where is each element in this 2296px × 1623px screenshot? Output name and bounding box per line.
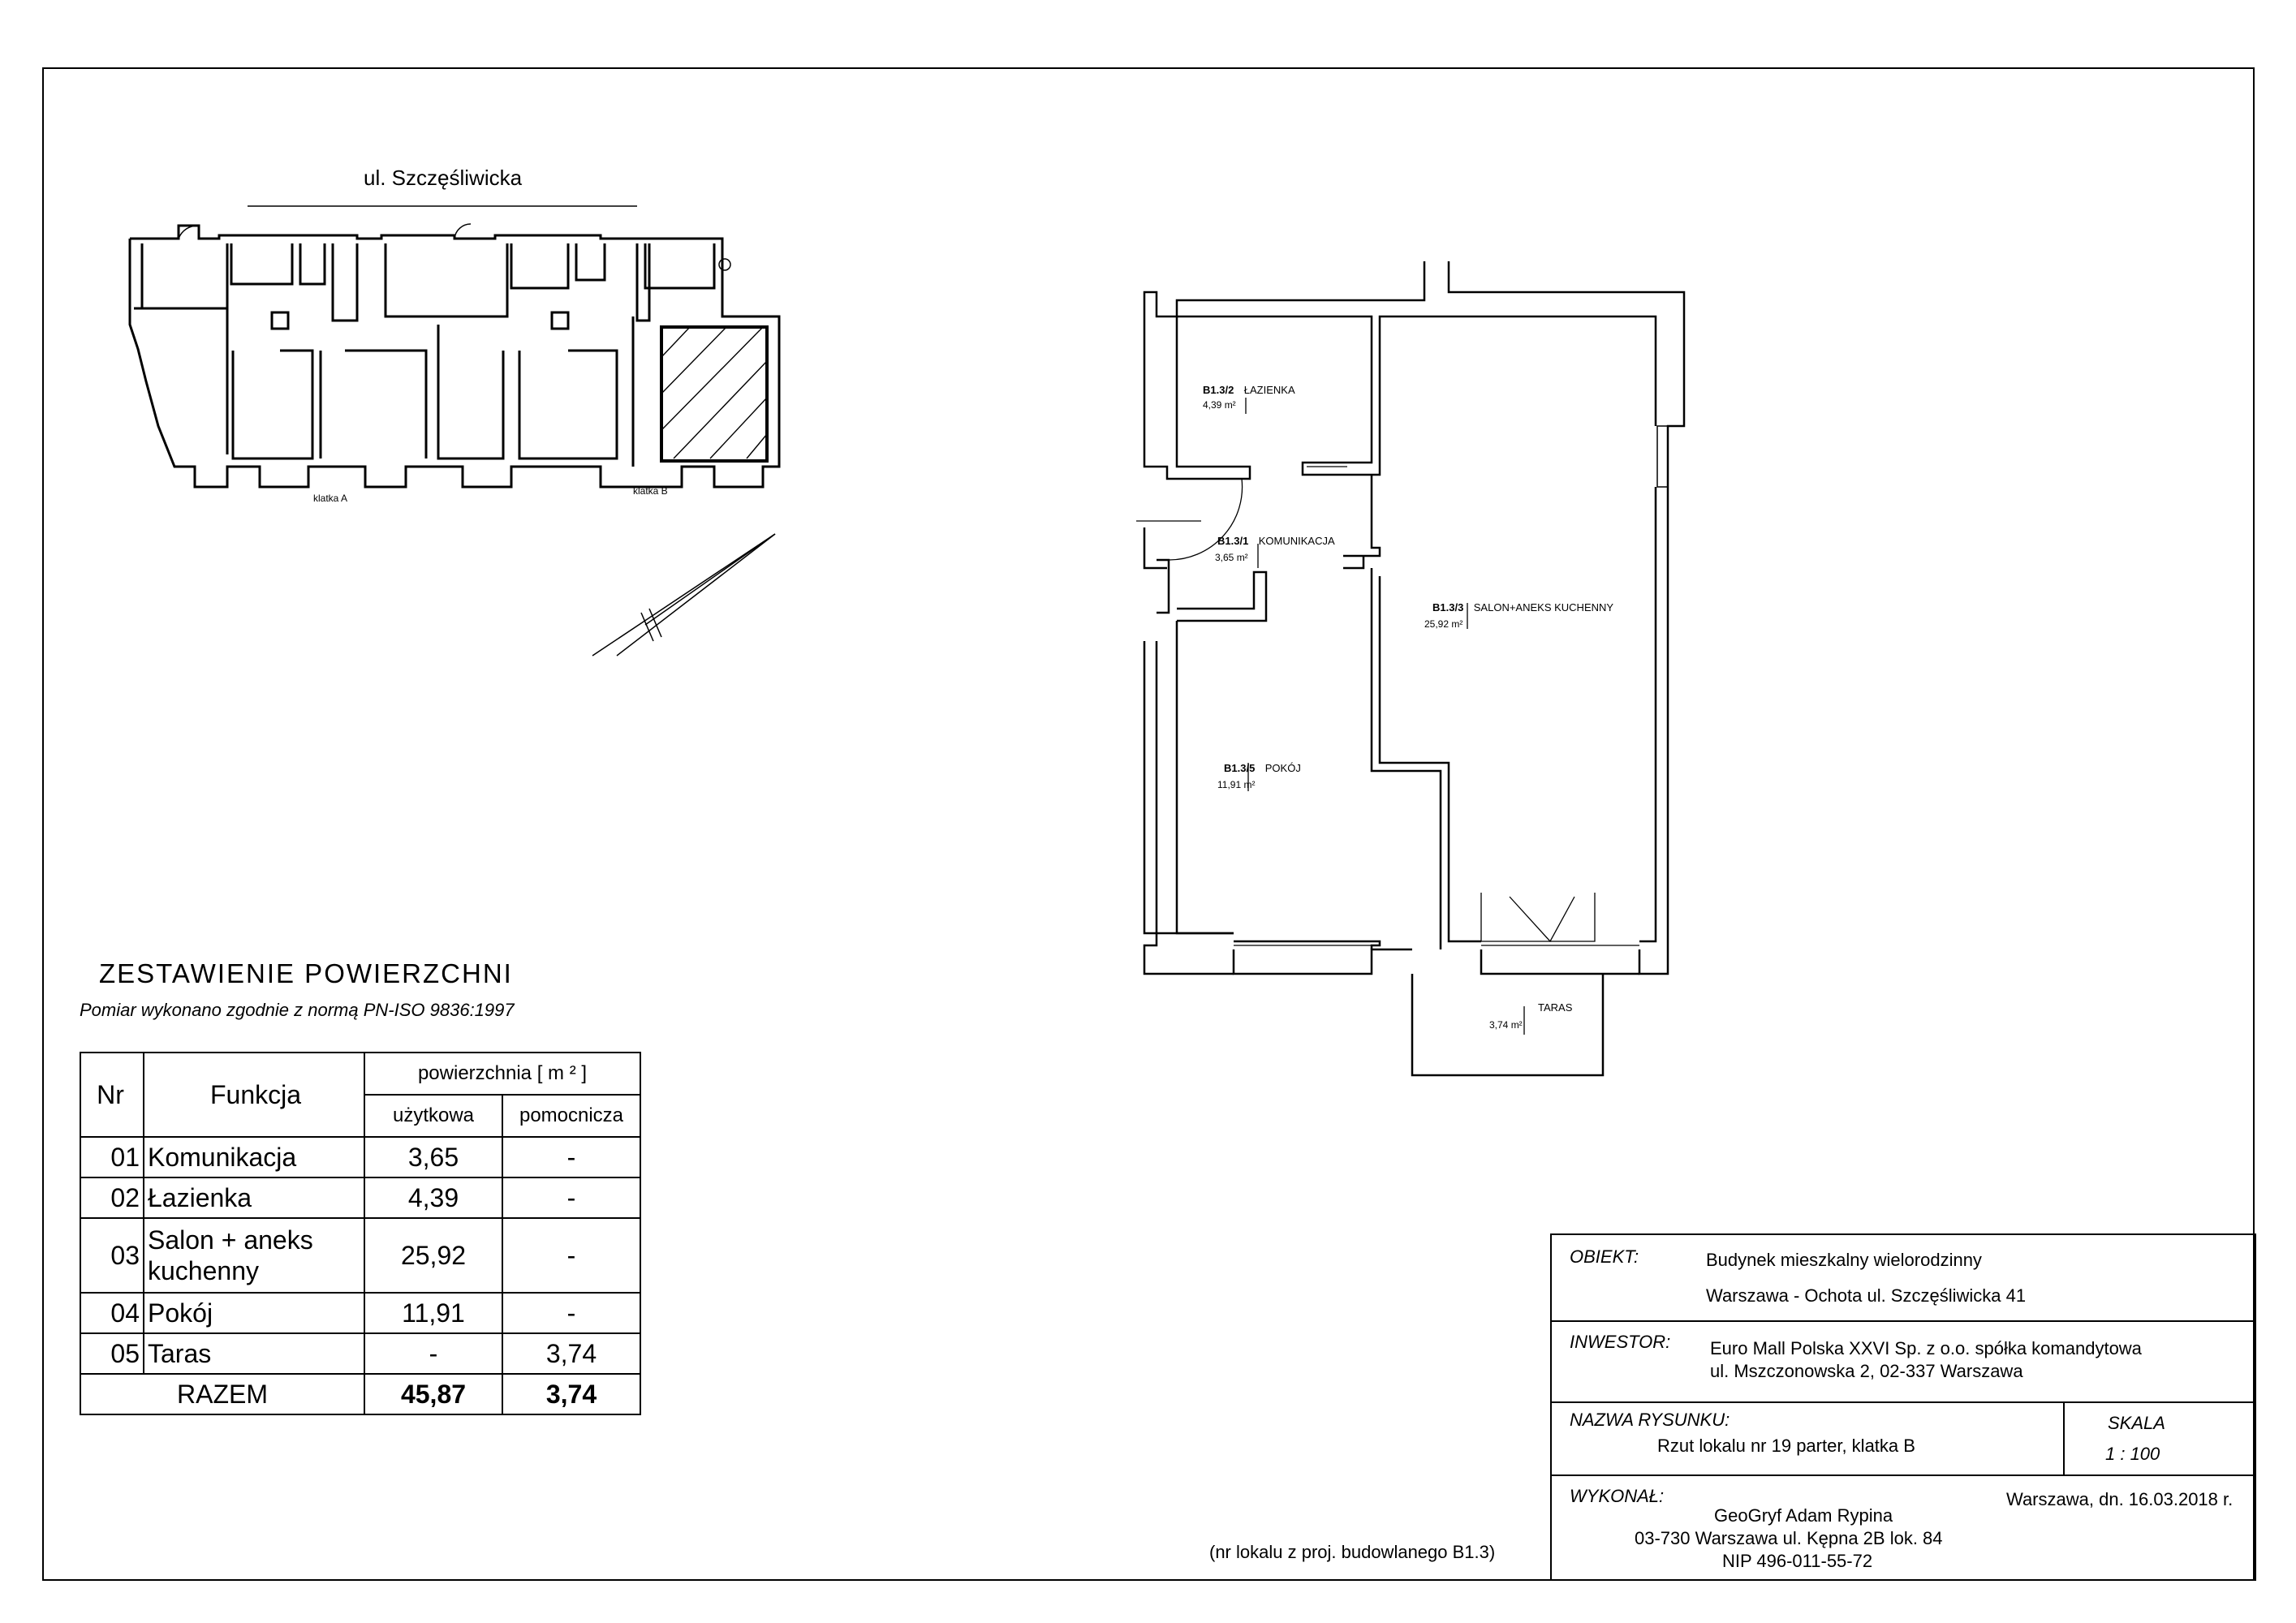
title-block-author: WYKONAŁ: Warszawa, dn. 16.03.2018 r. GeoGryf Adam Rypina 03-730 Warszawa ul. Kępna 2B lok. 84 NIP 496-011-55-72	[1570, 1486, 2234, 1571]
table-row: 04 Pokój 11,91 -	[80, 1293, 640, 1333]
room-area-corridor: 3,65 m²	[1215, 552, 1248, 563]
table-row: 01 Komunikacja 3,65 -	[80, 1137, 640, 1177]
room-area-bathroom: 4,39 m²	[1203, 399, 1236, 411]
title-block-object: OBIEKT: Budynek mieszkalny wielorodzinny Warszawa - Ochota ul. Szczęśliwicka 41	[1552, 1235, 2255, 1322]
table-row: 05 Taras - 3,74	[80, 1333, 640, 1374]
unit-number-footnote: (nr lokalu z proj. budowlanego B1.3)	[1209, 1542, 1496, 1562]
table-row: 03 Salon + aneks kuchenny 25,92 -	[80, 1218, 640, 1293]
staircase-a-label: klatka A	[313, 493, 348, 504]
title-block-divider	[2063, 1403, 2065, 1474]
room-label-corridor: B1.3/1 KOMUNIKACJA	[1217, 535, 1335, 547]
title-block-drawing: NAZWA RYSUNKU: Rzut lokalu nr 19 parter, klatka B SKALA 1 : 100	[1552, 1403, 2255, 1476]
header-auxiliary: pomocnicza	[502, 1095, 640, 1137]
room-area-living: 25,92 m²	[1424, 618, 1463, 630]
room-label-room: B1.3/5 POKÓJ	[1224, 762, 1301, 774]
header-area-group: powierzchnia [ m ² ]	[364, 1053, 640, 1095]
table-row: 02 Łazienka 4,39 -	[80, 1177, 640, 1218]
table-total-row: RAZEM 45,87 3,74	[80, 1374, 640, 1414]
room-label-living: B1.3/3 SALON+ANEKS KUCHENNY	[1432, 601, 1614, 613]
title-block-investor: INWESTOR: Euro Mall Polska XXVI Sp. z o.o. spółka komandytowa ul. Mszczonowska 2, 02-337 Warszawa	[1552, 1322, 2255, 1403]
header-nr: Nr	[80, 1053, 144, 1137]
room-label-terrace: TARAS	[1538, 1001, 1573, 1014]
title-block	[1550, 1233, 2256, 1581]
room-label-bathroom: B1.3/2 ŁAZIENKA	[1203, 384, 1295, 396]
header-function: Funkcja	[144, 1053, 364, 1137]
staircase-b-label: klatka B	[633, 485, 668, 497]
street-label: ul. Szczęśliwicka	[364, 166, 523, 190]
area-summary-table	[80, 1052, 641, 1415]
room-area-room: 11,91 m²	[1217, 779, 1256, 790]
room-area-terrace: 3,74 m²	[1489, 1019, 1523, 1031]
summary-title: ZESTAWIENIE POWIERZCHNI	[99, 958, 513, 988]
header-usable: użytkowa	[364, 1095, 502, 1137]
summary-note: Pomiar wykonano zgodnie z normą PN-ISO 9836:1997	[80, 1000, 515, 1020]
